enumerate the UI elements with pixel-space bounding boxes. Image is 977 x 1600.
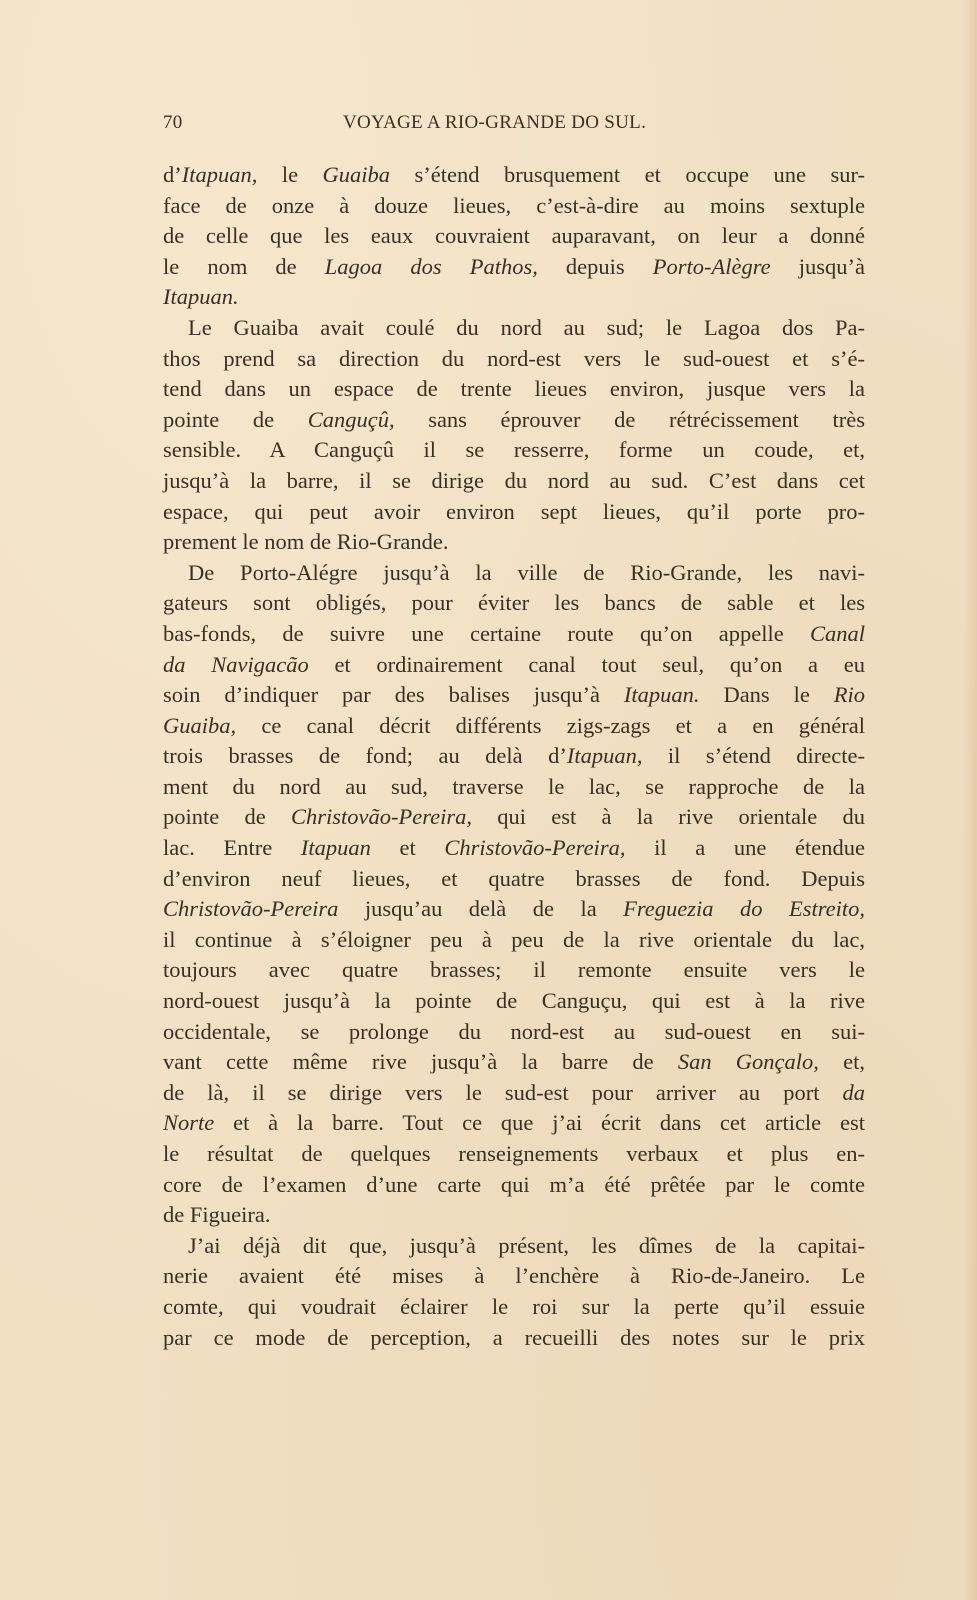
text-line [163, 282, 865, 313]
text-line [163, 191, 865, 222]
text-line [163, 588, 865, 619]
italic-text: Guaiba [322, 162, 391, 187]
italic-text: Itapuan. [623, 682, 700, 708]
text-run: ce canal décrit différents zigs-zags et a en général [236, 712, 865, 738]
text-run: vant cette même rive jusqu’à la barre de [163, 1049, 678, 1075]
text-run: pointe de [163, 804, 291, 830]
text-run: espace, qui peut avoir environ sept lieues, qu’il porte pro- [163, 498, 865, 524]
text-run: comte, qui voudrait éclairer le roi sur la perte qu’il essuie [163, 1293, 865, 1319]
text-line [163, 619, 865, 650]
text-line [163, 221, 865, 252]
text-run: sans éprouver de rétrécissement très [394, 406, 865, 432]
text-run: et à la barre. Tout ce que j’ai écrit dans cet article est [214, 1110, 865, 1136]
text-run: depuis [537, 253, 653, 279]
text-run: et ordinairement canal tout seul, qu’on a eu [308, 651, 865, 677]
text-run: toujours avec quatre brasses; il remonte ensuite vers le [163, 957, 865, 983]
text-run: et [370, 835, 445, 861]
italic-text: da [842, 1079, 865, 1105]
text-run: prement le nom de Rio-Grande. [163, 529, 449, 555]
text-run: d’environ neuf lieues, et quatre brasses de fond. Depuis [163, 865, 865, 891]
text-line [163, 1139, 865, 1170]
italic-text: San Gonçalo, [677, 1049, 819, 1075]
text-run: Le Guaiba avait coulé du nord au sud; le Lagoa dos Pa- [188, 314, 865, 340]
text-line [163, 527, 865, 558]
text-line [163, 650, 865, 681]
italic-text: Rio [833, 682, 865, 708]
text-line [163, 1047, 865, 1078]
text-run: de celle que les eaux couvraient auparavant, on leur a donné [163, 223, 865, 249]
text-run: thos prend sa direction du nord-est vers le sud-ouest et s’é- [163, 345, 865, 371]
text-line [163, 894, 865, 925]
italic-text: Itapuan [300, 835, 371, 861]
text-line [163, 833, 865, 864]
text-run: de Figueira. [163, 1202, 271, 1228]
text-line [163, 466, 865, 497]
text-line [163, 986, 865, 1017]
text-line [163, 1200, 865, 1231]
text-run: jusqu’au delà de la [338, 896, 624, 922]
text-line [163, 1231, 865, 1262]
italic-text: Itapuan. [163, 284, 239, 310]
text-run: jusqu’à [770, 253, 865, 279]
text-line [163, 252, 865, 283]
text-run: face de onze à douze lieues, c’est-à-dire au moins sextuple [163, 192, 865, 218]
text-run: lac. Entre [163, 835, 301, 861]
text-run: par ce mode de perception, a recueilli des notes sur le prix [163, 1324, 865, 1350]
text-run: ment du nord au sud, traverse le lac, se rapproche de la [163, 773, 865, 799]
text-line [163, 1292, 865, 1323]
text-run: et, [818, 1049, 866, 1075]
text-line [163, 711, 865, 742]
page-edge-shadow [963, 0, 977, 1600]
italic-text: Christovão-Pereira, [444, 835, 626, 861]
text-line [163, 497, 865, 528]
text-run: tend dans un espace de trente lieues environ, jusque vers la [163, 376, 865, 402]
text-line [163, 435, 865, 466]
running-head [163, 112, 863, 140]
italic-text: da Navigacão [163, 651, 309, 677]
italic-text: Lagoa dos Pathos, [324, 253, 538, 279]
text-line [163, 313, 865, 344]
italic-text: Itapuan, [566, 743, 643, 769]
italic-text: Canal [809, 620, 865, 646]
text-line [163, 1017, 865, 1048]
italic-text: Christovão-Pereira [163, 896, 339, 922]
page-number: 70 [163, 112, 183, 133]
italic-text: Guaiba, [163, 712, 237, 738]
text-run: il continue à s’éloigner peu à peu de la rive orientale du lac, [163, 926, 865, 952]
text-run: qui est à la rive orientale du [472, 804, 865, 830]
text-line [163, 864, 865, 895]
text-run: le nom de [163, 253, 325, 279]
text-run: nord-ouest jusqu’à la pointe de Canguçu, qui est à la rive [163, 988, 865, 1014]
text-line [163, 680, 865, 711]
text-run: pointe de [163, 406, 308, 432]
text-run: occidentale, se prolonge du nord-est au sud-ouest en sui- [163, 1018, 865, 1044]
text-line [163, 374, 865, 405]
text-line [163, 1261, 865, 1292]
body-text [163, 160, 865, 1353]
text-run: J’ai déjà dit que, jusqu’à présent, les dîmes de la capitai- [188, 1232, 865, 1258]
text-line [163, 344, 865, 375]
text-run: sensible. A Canguçû il se resserre, forme un coude, et, [163, 437, 865, 463]
text-run: le résultat de quelques renseignements verbaux et plus en- [163, 1141, 865, 1166]
text-line [163, 1323, 865, 1354]
text-run: il a une étendue [625, 835, 865, 861]
text-run: Dans le [699, 682, 834, 708]
text-line [163, 405, 865, 436]
text-run: il s’étend directe- [642, 743, 865, 769]
text-line [163, 1170, 865, 1201]
text-run: jusqu’à la barre, il se dirige du nord au sud. C’est dans cet [163, 467, 865, 493]
italic-text: Canguçû, [307, 406, 395, 432]
italic-text: Itapuan, [181, 162, 258, 187]
text-run: bas-fonds, de suivre une certaine route qu’on appelle [163, 620, 810, 646]
text-run: nerie avaient été mises à l’enchère à Rio-de-Janeiro. Le [163, 1263, 865, 1289]
text-run: s’étend brusquement et occupe une sur- [390, 162, 865, 187]
text-line [163, 558, 865, 589]
text-line [163, 1078, 865, 1109]
text-line [163, 1108, 865, 1139]
text-line [163, 160, 865, 191]
text-line [163, 925, 865, 956]
italic-text: Norte [163, 1110, 215, 1136]
text-run: De Porto-Alégre jusqu’à la ville de Rio-Grande, les navi- [188, 559, 865, 585]
text-run: le [257, 162, 323, 187]
running-title: VOYAGE A RIO-GRANDE DO SUL. [343, 112, 647, 133]
text-line [163, 955, 865, 986]
text-run: de là, il se dirige vers le sud-est pour arriver au port [163, 1079, 843, 1105]
italic-text: Christovão-Pereira, [291, 804, 473, 830]
text-line [163, 802, 865, 833]
italic-text: Freguezia do Estreito, [623, 896, 865, 922]
text-line [163, 741, 865, 772]
text-line [163, 772, 865, 803]
text-run: soin d’indiquer par des balises jusqu’à [163, 682, 624, 708]
text-run: core de l’examen d’une carte qui m’a été prêtée par le comte [163, 1171, 865, 1197]
text-run: trois brasses de fond; au delà d’ [163, 743, 567, 769]
italic-text: Porto-Alègre [652, 253, 771, 279]
text-run: gateurs sont obligés, pour éviter les bancs de sable et les [163, 590, 865, 616]
text-run: d’ [163, 162, 182, 187]
